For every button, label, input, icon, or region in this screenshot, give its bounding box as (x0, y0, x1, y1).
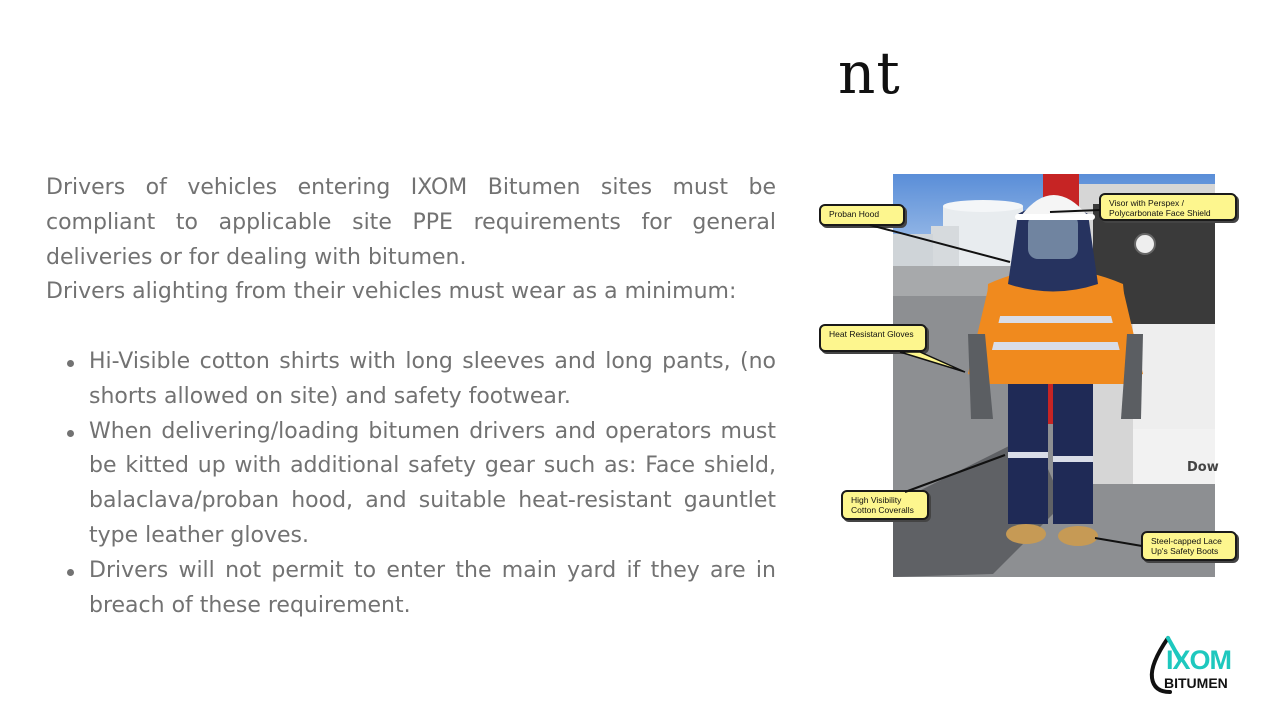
callout-heat-resistant-gloves: Heat Resistant Gloves (819, 324, 927, 352)
list-item: Drivers will not permit to enter the main yard if they are in breach of these requirement. (46, 554, 776, 624)
callout-visor-face-shield: Visor with Perspex / Polycarbonate Face Shield (1099, 193, 1237, 221)
minimum-requirement-paragraph: Drivers alighting from their vehicles must wear as a minimum: (46, 279, 737, 305)
truck-label: Dow (1187, 460, 1219, 475)
logo-bitumen-text: BITUMEN (1164, 675, 1228, 691)
callout-hivis-coveralls: High Visibility Cotton Coveralls (841, 490, 929, 520)
callout-safety-boots: Steel-capped Lace Up's Safety Boots (1141, 531, 1237, 561)
ixom-bitumen-logo (1146, 634, 1254, 696)
intro-paragraph: Drivers of vehicles entering IXOM Bitumen sites must be compliant to applicable site PPE requirements for general deliveries or for dealing with bitumen. (46, 175, 776, 270)
slide-title: nt (838, 39, 901, 107)
list-item: When delivering/loading bitumen drivers and operators must be kitted up with additional safety gear such as: Face shield, balaclava/proban hood, and suitable heat-resistant gauntlet type leather gloves. (46, 415, 776, 554)
callout-proban-hood: Proban Hood (819, 204, 905, 226)
list-item: Hi-Visible cotton shirts with long sleeves and long pants, (no shorts allowed on site) and safety footwear. (46, 345, 776, 415)
logo-ixom-text: IXOM (1166, 645, 1232, 675)
